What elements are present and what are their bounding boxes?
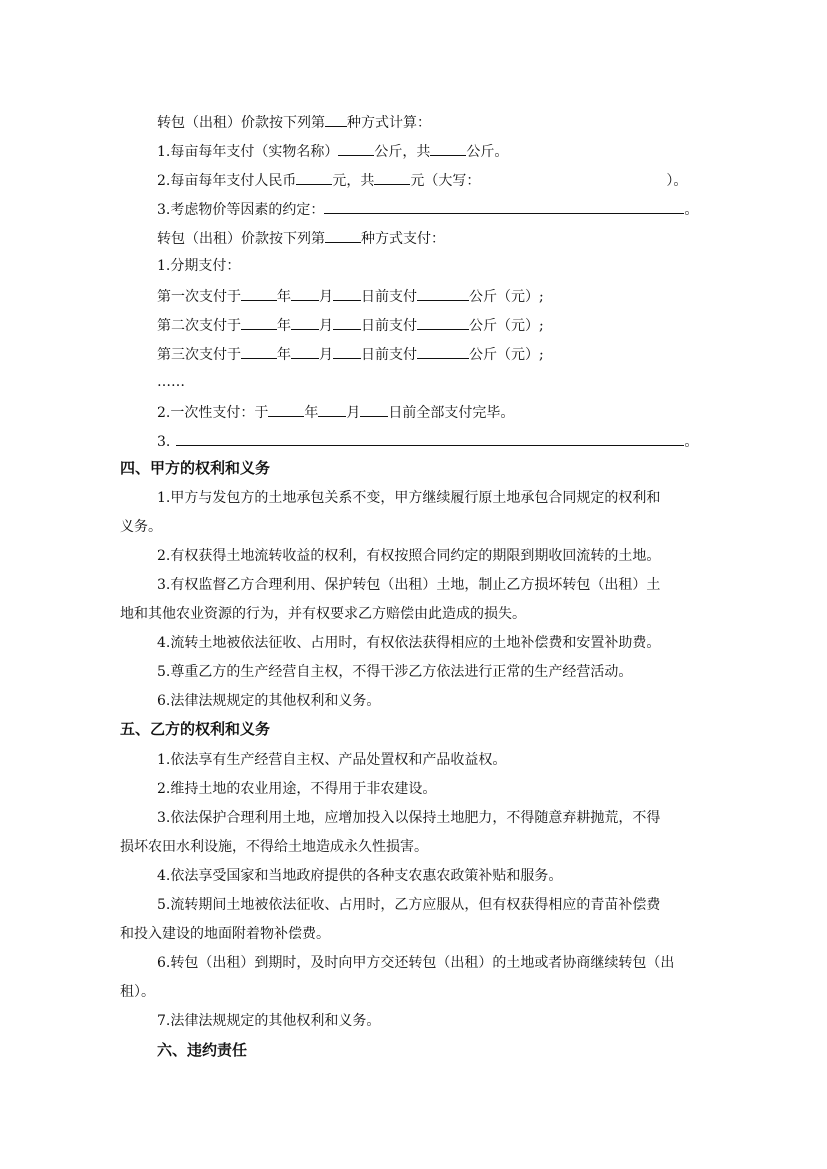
section-6-title: 六、违约责任	[157, 1041, 248, 1059]
section-5-title: 五、乙方的权利和义务	[120, 720, 271, 738]
blank-field[interactable]	[325, 112, 347, 127]
s5-item-4: 4.依法享受国家和当地政府提供的各种支农惠农政策补贴和服务。	[157, 868, 563, 884]
blank-field[interactable]	[318, 402, 346, 417]
calc-option-3: 3.考虑物价等因素的约定： 。	[157, 199, 827, 219]
blank-field[interactable]	[417, 286, 469, 301]
installment-row: 第三次支付于 年 月 日前支付 公斤（元）;	[157, 344, 827, 364]
blank-field[interactable]	[338, 141, 374, 156]
blank-field[interactable]	[333, 315, 361, 330]
blank-field[interactable]	[417, 315, 469, 330]
calc-option-2: 2.每亩每年支付人民币 元，共 元（大写： ）。	[157, 170, 827, 190]
other-payment-line: 3. 。	[157, 431, 827, 451]
ellipsis: ……	[157, 374, 185, 390]
s5-item-3-cont: 损坏农田水利设施，不得给土地造成永久性损害。	[120, 839, 428, 855]
blank-field[interactable]	[291, 344, 319, 359]
s5-item-2: 2.维持土地的农业用途，不得用于非农建设。	[157, 781, 437, 797]
blank-field[interactable]	[374, 170, 410, 185]
installment-heading: 1.分期支付：	[157, 258, 241, 274]
s5-item-6-cont: 租）。	[120, 984, 155, 1000]
blank-field[interactable]	[324, 199, 684, 214]
s4-item-1: 1.甲方与发包方的土地承包关系不变，甲方继续履行原土地承包合同规定的权利和	[157, 490, 661, 506]
blank-field[interactable]	[176, 431, 684, 446]
calc-method-line: 转包（出租）价款按下列第 种方式计算：	[157, 112, 827, 132]
s4-item-2: 2.有权获得土地流转收益的权利，有权按照合同约定的期限到期收回流转的土地。	[157, 548, 661, 564]
s5-item-1: 1.依法享有生产经营自主权、产品处置权和产品收益权。	[157, 752, 507, 768]
lump-sum-line: 2.一次性支付：于 年 月 日前全部支付完毕。	[157, 402, 827, 422]
s4-item-4: 4.流转土地被依法征收、占用时，有权依法获得相应的土地补偿费和安置补助费。	[157, 635, 661, 651]
s5-item-7: 7.法律法规规定的其他权利和义务。	[157, 1013, 381, 1029]
s5-item-5-cont: 和投入建设的地面附着物补偿费。	[120, 926, 330, 942]
blank-field[interactable]	[333, 344, 361, 359]
s5-item-3: 3.依法保护合理利用土地，应增加投入以保持土地肥力，不得随意弃耕抛荒，不得	[157, 810, 661, 826]
blank-field[interactable]	[333, 286, 361, 301]
blank-field[interactable]	[241, 344, 277, 359]
s4-item-3: 3.有权监督乙方合理利用、保护转包（出租）土地，制止乙方损坏转包（出租）土	[157, 577, 661, 593]
blank-field[interactable]	[268, 402, 304, 417]
blank-field[interactable]	[241, 315, 277, 330]
s4-item-5: 5.尊重乙方的生产经营自主权，不得干涉乙方依法进行正常的生产经营活动。	[157, 664, 633, 680]
section-4-title: 四、甲方的权利和义务	[120, 459, 271, 477]
pay-method-line: 转包（出租）价款按下列第 种方式支付：	[157, 228, 827, 248]
blank-field[interactable]	[430, 141, 466, 156]
blank-field[interactable]	[360, 402, 388, 417]
s4-item-1-cont: 义务。	[120, 519, 162, 535]
blank-field[interactable]	[291, 286, 319, 301]
blank-field[interactable]	[296, 170, 332, 185]
s4-item-3-cont: 地和其他农业资源的行为，并有权要求乙方赔偿由此造成的损失。	[120, 606, 526, 622]
blank-field[interactable]	[325, 228, 361, 243]
installment-row: 第一次支付于 年 月 日前支付 公斤（元）;	[157, 286, 827, 306]
calc-option-1: 1.每亩每年支付（实物名称） 公斤，共 公斤。	[157, 141, 827, 161]
s4-item-6: 6.法律法规规定的其他权利和义务。	[157, 693, 381, 709]
blank-field[interactable]	[241, 286, 277, 301]
s5-item-6: 6.转包（出租）到期时，及时向甲方交还转包（出租）的土地或者协商继续转包（出	[157, 955, 675, 971]
installment-row: 第二次支付于 年 月 日前支付 公斤（元）;	[157, 315, 827, 335]
blank-field[interactable]	[291, 315, 319, 330]
s5-item-5: 5.流转期间土地被依法征收、占用时，乙方应服从，但有权获得相应的青苗补偿费	[157, 897, 661, 913]
blank-field[interactable]	[417, 344, 469, 359]
